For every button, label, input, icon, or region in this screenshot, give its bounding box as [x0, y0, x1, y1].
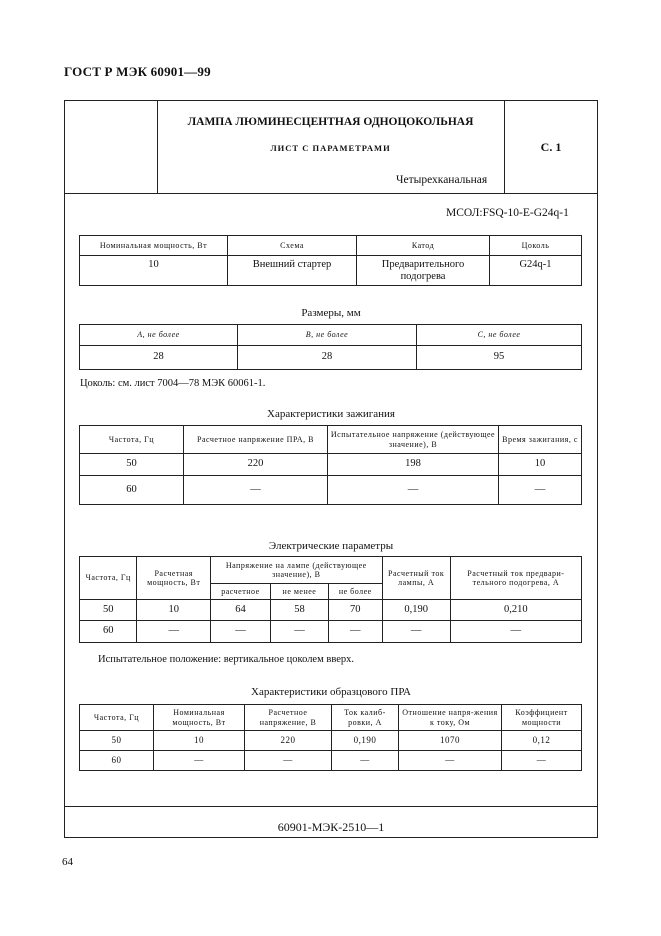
- table-cell: 28: [238, 346, 417, 370]
- table-cell: 10: [154, 731, 245, 751]
- header-cell: Расчетное напряжение ПРА, В: [184, 426, 328, 454]
- table-cell: —: [137, 621, 211, 643]
- table-cell: 28: [80, 346, 238, 370]
- table-cell: 50: [80, 731, 154, 751]
- table-cell: 0,190: [332, 731, 399, 751]
- header-cell: Частота, Гц: [80, 426, 184, 454]
- table-cell: Внешний стартер: [228, 256, 357, 286]
- table-row: [80, 454, 582, 476]
- page-number: 64: [62, 856, 73, 868]
- header-cell: C, не более: [417, 325, 582, 346]
- table-cell: 60: [80, 621, 137, 643]
- header-cell: Расчетное напряжение, В: [245, 705, 332, 731]
- header-cell: Цоколь: [490, 236, 582, 256]
- document-code: ГОСТ Р МЭК 60901—99: [64, 64, 211, 79]
- footer-divider: [65, 806, 597, 807]
- table-cell: 198: [328, 454, 499, 476]
- table-row: [80, 731, 582, 751]
- table-cell: 0,12: [502, 731, 582, 751]
- table-cell: 10: [499, 454, 582, 476]
- table-cell: 64: [210, 600, 270, 621]
- table-cell: 10: [80, 256, 228, 286]
- header-cell: Напряжение на лампе (действующее значение), В: [210, 557, 382, 584]
- table-row: [80, 256, 582, 286]
- cap-note: Цоколь: см. лист 7004—78 МЭК 60061-1.: [80, 378, 266, 389]
- table-cell: 50: [80, 600, 137, 621]
- table-cell: —: [270, 621, 328, 643]
- table-header-row: [80, 236, 582, 256]
- header-cell: Расчетная мощность, Вт: [137, 557, 211, 600]
- table-cell: 60: [80, 476, 184, 505]
- table-cell: 0,210: [450, 600, 581, 621]
- table-cell: G24q-1: [490, 256, 582, 286]
- table-cell: 220: [245, 731, 332, 751]
- table-header-row: [80, 325, 582, 346]
- table-cell: 50: [80, 454, 184, 476]
- header-divider: [65, 193, 597, 194]
- table-row: [80, 476, 582, 505]
- header-cell: не менее: [270, 584, 328, 600]
- table-cell: 60: [80, 751, 154, 771]
- table-header-row: [80, 557, 582, 584]
- main-parameters-table: [79, 235, 582, 286]
- table-cell: Предварительного подогрева: [357, 256, 490, 286]
- table-cell: 1070: [399, 731, 502, 751]
- table-row: [80, 621, 582, 643]
- table-cell: —: [154, 751, 245, 771]
- header-cell: Отношение напря-жения к току, Ом: [399, 705, 502, 731]
- electrical-table: [79, 556, 582, 643]
- table-cell: 0,190: [382, 600, 450, 621]
- table-header-row: [80, 426, 582, 454]
- table-cell: —: [184, 476, 328, 505]
- sheet-code: 60901-МЭК-2510—1: [277, 820, 385, 834]
- sheet-subtitle: ЛИСТ С ПАРАМЕТРАМИ: [270, 143, 391, 153]
- table-cell: —: [450, 621, 581, 643]
- reference-ballast-title: Характеристики образцового ПРА: [251, 686, 411, 698]
- table-cell: —: [210, 621, 270, 643]
- header-cell: Испытательное напряжение (действующее значение), В: [328, 426, 499, 454]
- header-cell: не более: [329, 584, 383, 600]
- header-cell: Частота, Гц: [80, 705, 154, 731]
- sheet-number: С. 1: [540, 140, 562, 154]
- lamp-title: ЛАМПА ЛЮМИНЕСЦЕНТНАЯ ОДНОЦОКОЛЬНАЯ: [187, 116, 474, 128]
- table-cell: 58: [270, 600, 328, 621]
- table-cell: —: [329, 621, 383, 643]
- table-cell: —: [382, 621, 450, 643]
- header-cell: Частота, Гц: [80, 557, 137, 600]
- table-cell: —: [399, 751, 502, 771]
- header-cell: Коэффициент мощности: [502, 705, 582, 731]
- header-cell: Расчетный ток лампы, А: [382, 557, 450, 600]
- ignition-table: [79, 425, 582, 505]
- table-cell: —: [328, 476, 499, 505]
- table-row: [80, 600, 582, 621]
- header-cell: Катод: [357, 236, 490, 256]
- table-cell: —: [245, 751, 332, 771]
- table-cell: 70: [329, 600, 383, 621]
- header-cell: Расчетный ток предвари-тельного подогрева, А: [450, 557, 581, 600]
- table-cell: 10: [137, 600, 211, 621]
- table-cell: —: [502, 751, 582, 771]
- reference-ballast-table: [79, 704, 582, 771]
- dimensions-table: [79, 324, 582, 370]
- lamp-type: Четырехканальная: [396, 174, 488, 186]
- test-position-note: Испытательное положение: вертикальное цоколем вверх.: [98, 654, 354, 665]
- header-cell: B, не более: [238, 325, 417, 346]
- table-row: [80, 751, 582, 771]
- table-header-row: [80, 705, 582, 731]
- header-cell: Схема: [228, 236, 357, 256]
- header-cell: Ток калиб-ровки, А: [332, 705, 399, 731]
- table-row: [80, 346, 582, 370]
- table-cell: 220: [184, 454, 328, 476]
- electrical-title: Электрические параметры: [268, 540, 394, 552]
- table-cell: —: [332, 751, 399, 771]
- table-cell: —: [499, 476, 582, 505]
- header-cell: Номинальная мощность, Вт: [80, 236, 228, 256]
- lamp-designation: МСОЛ:FSQ-10-E-G24q-1: [446, 207, 569, 219]
- header-cell: Номинальная мощность, Вт: [154, 705, 245, 731]
- header-cell: расчетное: [210, 584, 270, 600]
- header-cell: Время зажигания, с: [499, 426, 582, 454]
- header-cell: A, не более: [80, 325, 238, 346]
- dimensions-title: Размеры, мм: [301, 307, 361, 319]
- table-cell: 95: [417, 346, 582, 370]
- ignition-title: Характеристики зажигания: [267, 408, 395, 420]
